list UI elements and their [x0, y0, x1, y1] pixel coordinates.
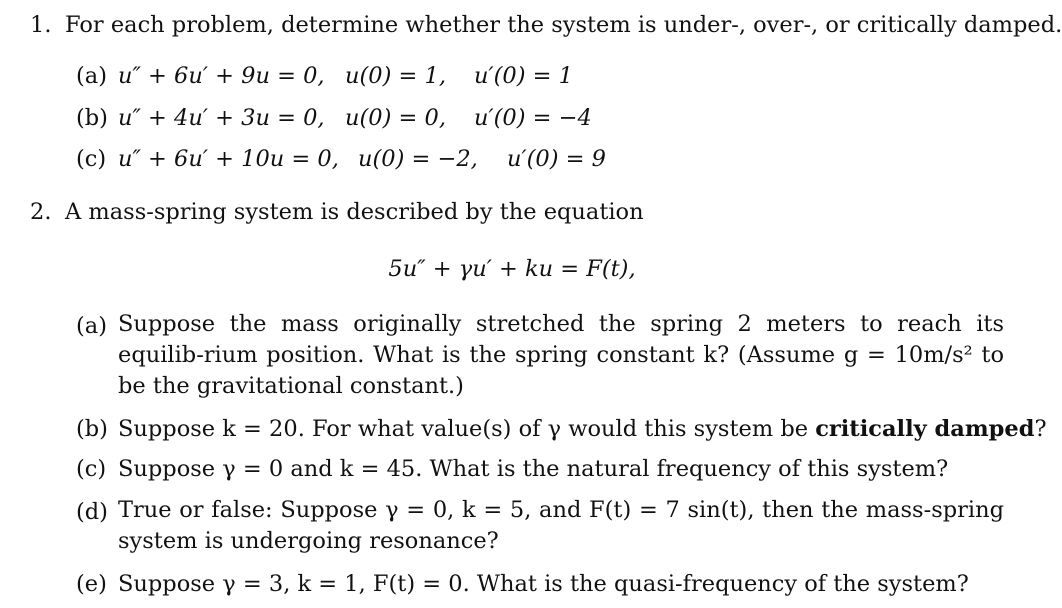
problem-1c-initial-position: u(0) = −2, — [358, 146, 478, 172]
problem-2b-text-before: Suppose k = 20. For what value(s) of γ would this system be — [118, 416, 816, 442]
problem-1a-label: (a) — [76, 63, 107, 89]
problem-2b-text-after: ? — [1034, 416, 1047, 442]
problem-2-equation: 5u″ + γu′ + ku = F(t), — [388, 256, 636, 282]
problem-1b-equation: u″ + 4u′ + 3u = 0, — [118, 105, 325, 131]
problem-1b-label: (b) — [76, 105, 108, 131]
problem-2a-text: Suppose the mass originally stretched the spring 2 meters to reach its equilib-rium position. What is the spring constant k? (Assume g = 10m/s² to be the gravitational constant.) — [118, 311, 1004, 399]
problem-2d-text: True or false: Suppose γ = 0, k = 5, and F(t) = 7 sin(t), then the mass-spring system is undergoing resonance? — [118, 497, 1004, 554]
problem-1c-equation: u″ + 6u′ + 10u = 0, — [118, 146, 339, 172]
problem-1b-initial-position: u(0) = 0, — [345, 105, 446, 131]
problem-2-number: 2. — [30, 199, 52, 225]
problem-1c-initial-velocity: u′(0) = 9 — [507, 146, 606, 172]
problem-2b-text-bold: critically damped — [815, 416, 1035, 442]
problem-2-prompt: A mass-spring system is described by the equation — [65, 199, 644, 225]
problem-1a-initial-position: u(0) = 1, — [345, 63, 446, 89]
problem-2a-label: (a) — [76, 313, 107, 339]
problem-2c-label: (c) — [76, 456, 107, 482]
problem-1a-initial-velocity: u′(0) = 1 — [474, 63, 573, 89]
problem-1c-label: (c) — [76, 146, 107, 172]
problem-1-prompt: For each problem, determine whether the system is under-, over-, or critically damped. — [65, 12, 1062, 38]
problem-1b-initial-velocity: u′(0) = −4 — [474, 105, 592, 131]
problem-1-number: 1. — [30, 12, 52, 38]
problem-2e-label: (e) — [76, 571, 107, 597]
problem-2c-text: Suppose γ = 0 and k = 45. What is the natural frequency of this system? — [118, 456, 949, 482]
problem-2b-text — [118, 415, 1047, 443]
problem-2e-text: Suppose γ = 3, k = 1, F(t) = 0. What is the quasi-frequency of the system? — [118, 571, 969, 597]
problem-1a-equation: u″ + 6u′ + 9u = 0, — [118, 63, 325, 89]
problem-2d-label: (d) — [76, 499, 108, 525]
problem-2b-label: (b) — [76, 416, 108, 442]
